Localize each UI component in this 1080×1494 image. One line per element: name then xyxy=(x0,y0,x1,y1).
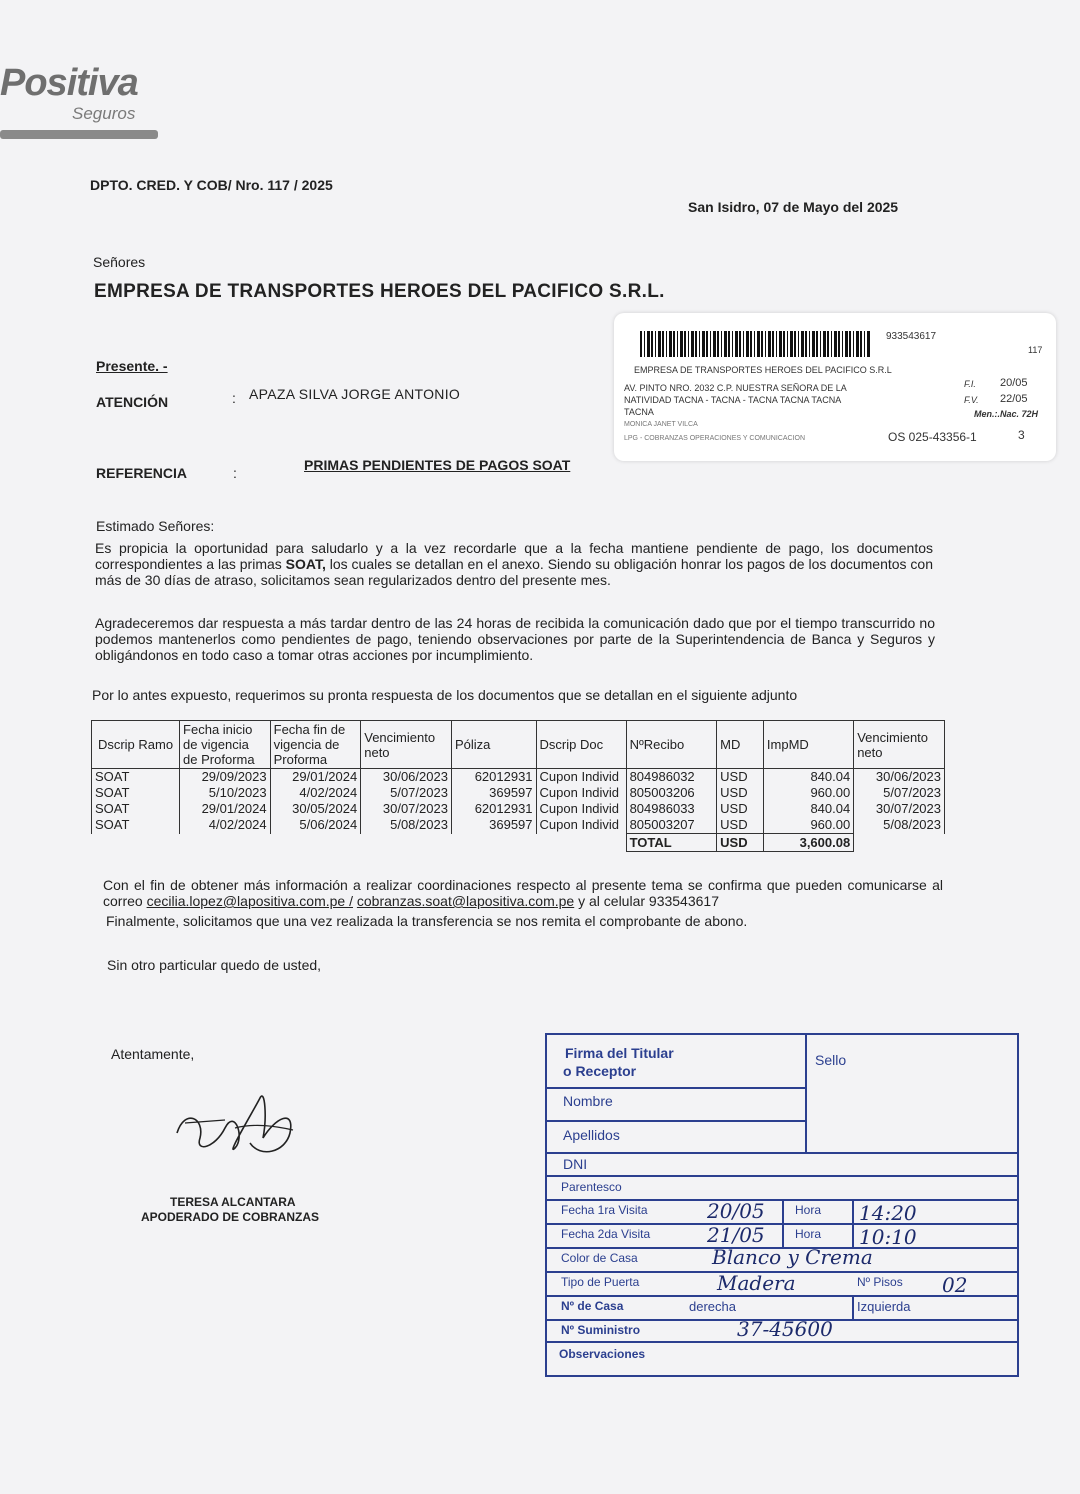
table-cell: SOAT xyxy=(92,801,180,817)
delivery-receipt-stamp xyxy=(545,1033,1019,1377)
table-row xyxy=(92,769,945,786)
table-cell: 804986033 xyxy=(626,801,717,817)
col-header: Póliza xyxy=(451,721,536,769)
table-cell: 29/01/2024 xyxy=(180,801,271,817)
handwritten-hora1: 14:20 xyxy=(859,1201,917,1225)
closing-line: Sin otro particular quedo de usted, xyxy=(107,957,322,973)
logo-subtitle: Seguros xyxy=(72,104,136,123)
table-cell: SOAT xyxy=(92,769,180,786)
document-reference: DPTO. CRED. Y COB/ Nro. 117 / 2025 xyxy=(90,177,333,193)
apellidos-label: Apellidos xyxy=(563,1127,620,1143)
handwritten-pisos: 02 xyxy=(942,1273,968,1297)
observaciones-label: Observaciones xyxy=(559,1347,646,1361)
col-header: Dscrip Doc xyxy=(536,721,626,769)
table-cell: 804986032 xyxy=(626,769,717,786)
signer-name: TERESA ALCANTARA xyxy=(170,1195,296,1209)
handwritten-fecha2: 21/05 xyxy=(707,1223,765,1247)
fv-label: F.V. xyxy=(964,395,979,405)
table-cell: 30/05/2024 xyxy=(270,801,361,817)
table-cell: 960.00 xyxy=(763,785,853,801)
parentesco-label: Parentesco xyxy=(561,1180,622,1194)
handwritten-suministro: 37-45600 xyxy=(737,1317,833,1341)
os-number: OS 025-43356-1 xyxy=(888,430,977,444)
table-cell: 369597 xyxy=(451,817,536,834)
salutation: Señores xyxy=(93,254,146,270)
sticker-line1: EMPRESA DE TRANSPORTES HEROES DEL PACIFICO S.R.L xyxy=(634,365,892,375)
suministro-label: Nº Suministro xyxy=(561,1323,641,1337)
nombre-label: Nombre xyxy=(563,1093,613,1109)
puerta-label: Tipo de Puerta xyxy=(561,1275,640,1289)
table-cell: Cupon Individ xyxy=(536,769,626,786)
table-row xyxy=(92,817,945,834)
referencia-label: REFERENCIA xyxy=(96,465,188,481)
table-cell: 30/07/2023 xyxy=(361,801,452,817)
table-cell: 29/09/2023 xyxy=(180,769,271,786)
atencion-sep: : xyxy=(232,390,236,406)
paragraph-1-part-c: los cuales se detallan en el anexo. Siendo su obligación honrar los pagos de los documentos con más de 30 días de atraso, solicitamos sean regularizados dentro del presente mes. xyxy=(95,556,933,588)
table-cell: 4/02/2024 xyxy=(270,785,361,801)
place-date: San Isidro, 07 de Mayo del 2025 xyxy=(688,199,899,215)
atencion-value: APAZA SILVA JORGE ANTONIO xyxy=(249,386,461,402)
logo-bar xyxy=(0,130,158,139)
table-cell: Cupon Individ xyxy=(536,785,626,801)
table-cell: USD xyxy=(717,769,764,786)
paragraph-1-part-a: Es propicia la oportunidad para saludarlo y a la vez recordarle que a la fecha mantiene pendiente de pago, los documentos correspondientes a las primas xyxy=(95,540,933,572)
fi-label: F.I. xyxy=(964,379,976,389)
col-header: NºRecibo xyxy=(626,721,717,769)
atencion-label: ATENCIÓN xyxy=(96,394,169,410)
fv-value: 22/05 xyxy=(1000,393,1028,405)
paragraph-3: Por lo antes expuesto, requerimos su pronta respuesta de los documentos que se detallan en el siguiente adjunto xyxy=(92,687,798,703)
fecha1-label: Fecha 1ra Visita xyxy=(561,1203,648,1217)
table-cell: 62012931 xyxy=(451,769,536,786)
dni-label: DNI xyxy=(563,1156,588,1172)
email-link-1[interactable]: cecilia.lopez@lapositiva.com.pe / xyxy=(146,893,353,909)
signature-image xyxy=(165,1078,305,1168)
table-cell: 805003207 xyxy=(626,817,717,834)
barcode-number: 933543617 xyxy=(886,331,937,342)
fecha2-label: Fecha 2da Visita xyxy=(561,1227,651,1241)
color-label: Color de Casa xyxy=(561,1251,638,1265)
fi-value: 20/05 xyxy=(1000,377,1028,389)
signer-role: APODERADO DE COBRANZAS xyxy=(141,1210,320,1224)
col-header: Vencimiento neto xyxy=(361,721,452,769)
table-cell: 30/07/2023 xyxy=(854,801,945,817)
table-cell: 5/08/2023 xyxy=(361,817,452,834)
handwritten-fecha1: 20/05 xyxy=(707,1199,765,1223)
handwritten-puerta: Madera xyxy=(717,1271,796,1295)
table-cell: 369597 xyxy=(451,785,536,801)
table-cell: 5/06/2024 xyxy=(270,817,361,834)
table-cell: 5/07/2023 xyxy=(361,785,452,801)
sticker-line6: LPG - COBRANZAS OPERACIONES Y COMUNICACION xyxy=(624,435,805,442)
sticker-line5: MONICA JANET VILCA xyxy=(624,421,698,428)
handwritten-color: Blanco y Crema xyxy=(712,1245,873,1269)
table-cell: 30/06/2023 xyxy=(361,769,452,786)
total-label: TOTAL xyxy=(626,834,717,852)
table-cell: Cupon Individ xyxy=(536,801,626,817)
receptor-label: o Receptor xyxy=(563,1063,637,1079)
table-cell: SOAT xyxy=(92,817,180,834)
addressee-company: EMPRESA DE TRANSPORTES HEROES DEL PACIFICO S.R.L. xyxy=(94,281,665,302)
col-header: Fecha inicio de vigencia de Proforma xyxy=(180,721,271,769)
col-header: MD xyxy=(717,721,764,769)
table-cell: 805003206 xyxy=(626,785,717,801)
table-header-row xyxy=(92,721,945,769)
piece-count: 3 xyxy=(1018,428,1025,442)
paragraph-1 xyxy=(95,540,933,588)
total-currency: USD xyxy=(717,834,764,852)
paragraph-4-final: Finalmente, solicitamos que una vez realizada la transferencia se nos remita el comprobante de abono. xyxy=(106,913,748,929)
table-cell: Cupon Individ xyxy=(536,817,626,834)
sticker-line3: NATIVIDAD TACNA - TACNA - TACNA TACNA TACNA xyxy=(624,395,842,405)
ncasa-label: Nº de Casa xyxy=(561,1299,624,1313)
table-cell: 62012931 xyxy=(451,801,536,817)
email-link-2[interactable]: cobranzas.soat@lapositiva.com.pe xyxy=(356,893,575,909)
paragraph-2: Agradeceremos dar respuesta a más tardar dentro de las 24 horas de recibida la comunicación dado que por el tiempo transcurrido no podemos mantenerlos como pendientes de pago, teniendo observaciones por parte de la Superintendencia de Banca y Seguros y obligándonos en todo caso a tomar otras acciones por incumplimiento. xyxy=(95,615,935,663)
paragraph-1-soat: SOAT, xyxy=(285,556,326,572)
table-cell: USD xyxy=(717,785,764,801)
table-row xyxy=(92,801,945,817)
table-cell: 840.04 xyxy=(763,769,853,786)
hora2-label: Hora xyxy=(795,1227,822,1241)
table-cell: 5/07/2023 xyxy=(854,785,945,801)
firma-label: Firma del Titular xyxy=(565,1045,674,1061)
table-cell: 960.00 xyxy=(763,817,853,834)
col-header: Fecha fin de vigencia de Proforma xyxy=(270,721,361,769)
table-cell: 5/08/2023 xyxy=(854,817,945,834)
referencia-sep: : xyxy=(233,465,237,481)
pending-documents-table xyxy=(91,720,945,852)
col-header: Vencimiento neto xyxy=(854,721,945,769)
service-type: Men.:.Nac. 72H xyxy=(974,409,1039,419)
derecha-label: derecha xyxy=(689,1299,736,1314)
col-header: ImpMD xyxy=(763,721,853,769)
total-value: 3,600.08 xyxy=(763,834,853,852)
paragraph-4 xyxy=(103,877,943,909)
table-cell: 840.04 xyxy=(763,801,853,817)
table-cell: USD xyxy=(717,817,764,834)
table-cell: SOAT xyxy=(92,785,180,801)
referencia-value: PRIMAS PENDIENTES DE PAGOS SOAT xyxy=(304,457,571,473)
table-cell: 30/06/2023 xyxy=(854,769,945,786)
atentamente: Atentamente, xyxy=(111,1046,195,1062)
handwritten-hora2: 10:10 xyxy=(859,1225,917,1249)
sticker-corner: 117 xyxy=(1028,345,1043,355)
sticker-line2: AV. PINTO NRO. 2032 C.P. NUESTRA SEÑORA DE LA xyxy=(624,383,847,393)
col-header: Dscrip Ramo xyxy=(92,721,180,769)
hora1-label: Hora xyxy=(795,1203,822,1217)
greeting: Estimado Señores: xyxy=(96,518,215,534)
paragraph-4-part-b: y al celular 933543617 xyxy=(574,893,719,909)
pisos-label: Nº Pisos xyxy=(857,1275,903,1289)
table-row xyxy=(92,785,945,801)
sticker-line4: TACNA xyxy=(624,407,654,417)
table-cell: USD xyxy=(717,801,764,817)
table-cell: 29/01/2024 xyxy=(270,769,361,786)
company-logo: Positiva xyxy=(0,62,138,104)
table-total-row xyxy=(92,834,945,852)
paragraph-4-part-a: Con el fin de obtener más información a realizar coordinaciones respecto al presente tema se confirma que pueden comunicarse al correo xyxy=(103,877,943,909)
sello-label: Sello xyxy=(815,1052,847,1068)
izquierda-label: Izquierda xyxy=(857,1299,911,1314)
table-cell: 5/10/2023 xyxy=(180,785,271,801)
presente-label: Presente. - xyxy=(96,358,168,374)
table-cell: 4/02/2024 xyxy=(180,817,271,834)
courier-label-sticker xyxy=(614,313,1056,461)
barcode xyxy=(640,331,870,357)
